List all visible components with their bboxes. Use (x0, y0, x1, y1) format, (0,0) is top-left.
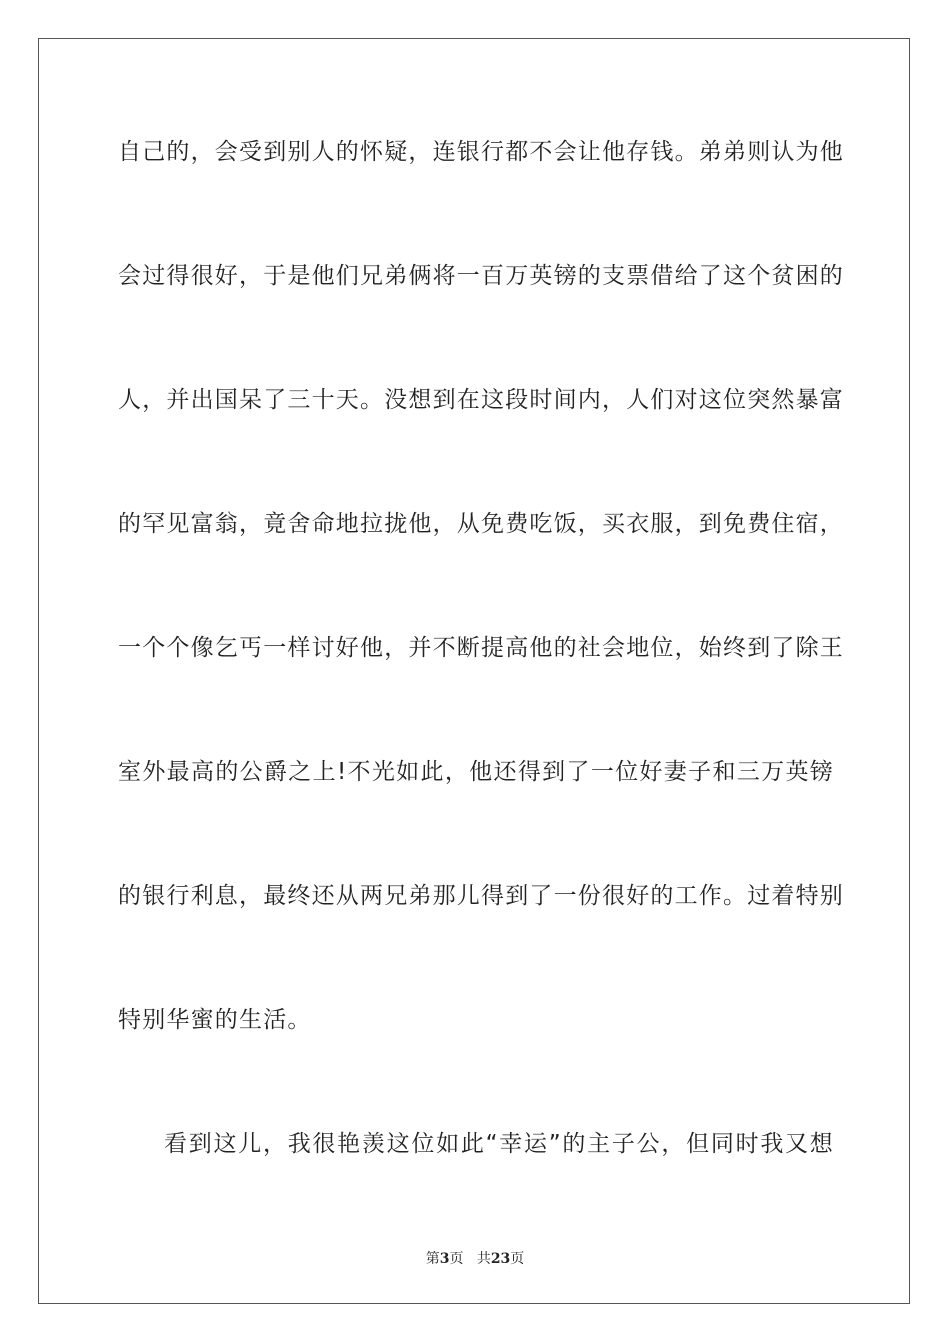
text-line-4: 的罕见富翁，竟舍命地拉拢他，从免费吃饭，买衣服，到免费住宿， (118, 511, 844, 537)
page-number: 3 (439, 1251, 450, 1267)
text-line-5: 一个个像乞丐一样讨好他，并不断提高他的社会地位，始终到了除王 (118, 635, 844, 661)
text-line-8: 特别华蜜的生活。 (118, 1007, 312, 1033)
total-pages: 23 (490, 1251, 511, 1267)
page-suffix: 页 (449, 1251, 464, 1267)
page-prefix: 第 (425, 1251, 440, 1267)
total-prefix: 共 (476, 1251, 491, 1267)
text-line-2: 会过得很好，于是他们兄弟俩将一百万英镑的支票借给了这个贫困的 (118, 263, 844, 289)
page-border (38, 38, 910, 1304)
text-line-6: 室外最高的公爵之上!不光如此，他还得到了一位好妻子和三万英镑 (118, 759, 834, 785)
total-suffix: 页 (510, 1251, 525, 1267)
text-line-9: 看到这儿，我很艳羡这位如此“幸运”的主子公，但同时我又想 (164, 1131, 834, 1157)
page-footer (0, 1248, 950, 1268)
text-line-1: 自己的，会受到别人的怀疑，连银行都不会让他存钱。弟弟则认为他 (118, 139, 844, 165)
text-line-7: 的银行利息，最终还从两兄弟那儿得到了一份很好的工作。过着特别 (118, 883, 844, 909)
text-line-3: 人，并出国呆了三十天。没想到在这段时间内，人们对这位突然暴富 (118, 387, 844, 413)
